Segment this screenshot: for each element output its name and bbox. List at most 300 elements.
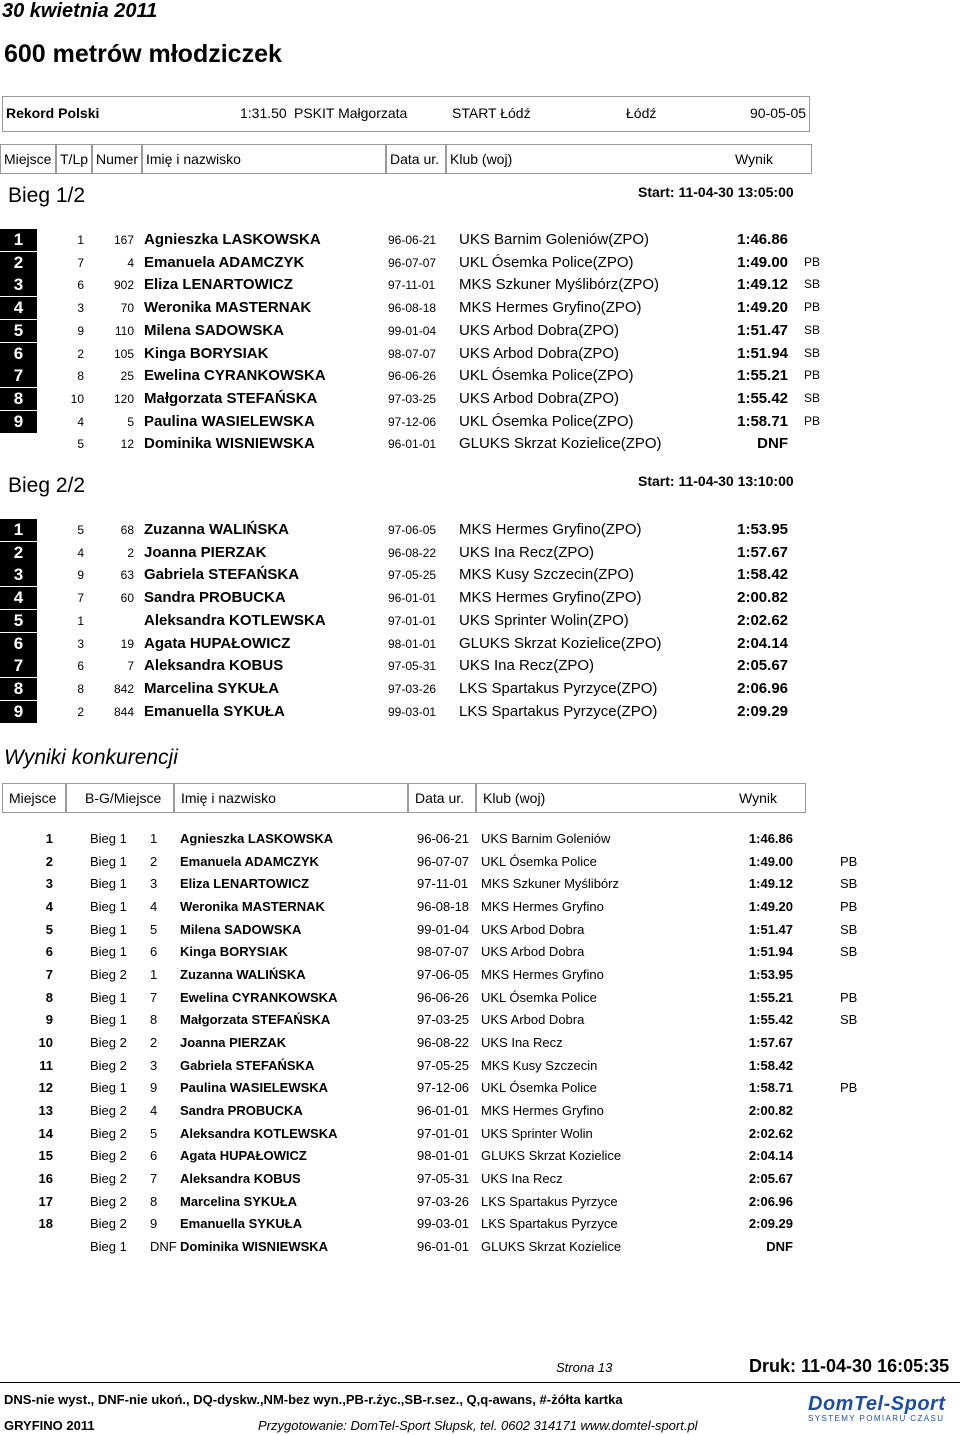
athlete-name: Weronika MASTERNAK [180, 899, 325, 914]
place-badge: 2 [0, 542, 37, 564]
result-time: 2:09.29 [737, 702, 788, 720]
club-name: UKS Ina Recz(ZPO) [459, 657, 595, 675]
place-badge: 9 [0, 411, 37, 433]
page-date: 30 kwietnia 2011 [2, 0, 158, 22]
club-name: MKS Hermes Gryfino(ZPO) [459, 521, 642, 538]
birth-date: 99-03-01 [388, 704, 437, 719]
heat-place: 2 [150, 1035, 158, 1051]
birth-date: 97-03-25 [417, 1012, 470, 1028]
table-row [0, 941, 960, 963]
record-tag: SB [840, 944, 858, 960]
athlete-name: Aleksandra KOBUS [144, 657, 284, 675]
ccol-club [476, 783, 806, 813]
result-time: 1:46.86 [737, 231, 788, 248]
heat-place: 8 [150, 1193, 158, 1209]
birth-date: 96-06-26 [417, 989, 470, 1005]
heat-place: 7 [150, 1171, 158, 1187]
result-time: 2:04.14 [748, 1148, 793, 1164]
birth-date: 96-07-07 [417, 853, 470, 869]
club-name: LKS Spartakus Pyrzyce [481, 1193, 618, 1209]
table-row [0, 1168, 960, 1190]
overall-place: 18 [38, 1216, 53, 1232]
birth-date: 97-06-05 [388, 523, 437, 537]
birth-date: 97-03-26 [417, 1193, 470, 1209]
club-name: MKS Hermes Gryfino(ZPO) [459, 299, 642, 317]
table-row [0, 851, 960, 873]
table-row [0, 964, 960, 986]
heat-place: DNF [150, 1239, 177, 1255]
lane: 5 [77, 437, 84, 452]
heat-place: 8 [150, 1012, 158, 1028]
venue-label: GRYFINO 2011 [4, 1418, 95, 1433]
heat-label: Bieg 2 [90, 1171, 127, 1187]
birth-date: 96-08-18 [388, 301, 437, 316]
birth-date: 97-06-05 [417, 967, 470, 983]
record-club: START Łódź [452, 105, 531, 121]
athlete-name: Dominika WISNIEWSKA [144, 435, 315, 453]
event-title: 600 metrów młodziczek [4, 40, 282, 68]
lane: 1 [77, 233, 84, 247]
club-name: MKS Kusy Szczecin [481, 1057, 598, 1073]
heat-place: 6 [150, 1148, 158, 1164]
table-row [0, 633, 820, 655]
bib-number: 120 [113, 391, 134, 406]
ccol-place: Miejsce [2, 783, 66, 813]
birth-date: 98-07-07 [388, 346, 437, 361]
col-name: Imię i nazwisko [142, 144, 386, 174]
bib-number: 105 [113, 346, 134, 361]
table-row [0, 919, 960, 941]
athlete-name: Joanna PIERZAK [144, 543, 267, 561]
heat-1-start: Start: 11-04-30 13:05:00 [638, 184, 794, 200]
athlete-name: Gabriela STEFAŃSKA [144, 566, 300, 584]
table-row [0, 1236, 960, 1258]
lane: 4 [77, 414, 84, 429]
heat-place: 9 [150, 1216, 158, 1232]
lane: 9 [77, 568, 84, 583]
record-tag: SB [804, 345, 821, 360]
athlete-name: Agata HUPAŁOWICZ [144, 634, 291, 652]
lane: 10 [70, 391, 84, 406]
athlete-name: Marcelina SYKUŁA [180, 1193, 298, 1209]
club-name: UKS Arbod Dobra(ZPO) [459, 389, 620, 407]
page-number: Strona 13 [556, 1360, 613, 1375]
overall-place: 12 [38, 1080, 53, 1096]
result-time: 2:09.29 [748, 1216, 793, 1232]
athlete-name: Agnieszka LASKOWSKA [180, 831, 334, 846]
birth-date: 97-05-25 [417, 1057, 470, 1073]
place-badge: 4 [0, 297, 37, 319]
heat-label: Bieg 2 [90, 1035, 127, 1051]
table-row [0, 519, 820, 541]
athlete-name: Sandra PROBUCKA [144, 589, 286, 607]
birth-date: 99-03-01 [417, 1216, 470, 1232]
bib-number: 902 [113, 278, 134, 293]
heat-label: Bieg 2 [90, 1216, 127, 1232]
athlete-name: Paulina WASIELEWSKA [180, 1080, 329, 1096]
birth-date: 96-06-21 [417, 831, 470, 846]
overall-place: 17 [38, 1193, 53, 1209]
place-badge: 2 [0, 252, 37, 274]
athlete-name: Emanuela ADAMCZYK [180, 853, 319, 869]
result-time: 2:02.62 [737, 611, 788, 629]
heat-label: Bieg 2 [90, 1193, 127, 1209]
heat-place: 3 [150, 1057, 158, 1073]
birth-date: 98-01-01 [417, 1148, 470, 1164]
footer-divider [0, 1382, 960, 1383]
athlete-name: Sandra PROBUCKA [180, 1103, 303, 1119]
athlete-name: Zuzanna WALIŃSKA [180, 967, 306, 983]
col-club [446, 144, 812, 174]
result-time: 1:49.20 [737, 299, 788, 317]
place-badge: 4 [0, 587, 37, 609]
birth-date: 98-01-01 [388, 636, 437, 651]
overall-place: 15 [38, 1148, 53, 1164]
result-time: 1:58.71 [737, 412, 788, 430]
record-tag: PB [804, 254, 821, 269]
heat-place: 5 [150, 921, 158, 937]
birth-date: 97-01-01 [417, 1125, 470, 1141]
place-badge: 9 [0, 701, 37, 723]
athlete-name: Małgorzata STEFAŃSKA [180, 1012, 331, 1028]
place-badge: 6 [0, 343, 37, 365]
table-row [0, 365, 820, 387]
heat-place: 4 [150, 899, 158, 914]
heat-label: Bieg 1 [90, 831, 127, 846]
overall-place: 8 [45, 989, 53, 1005]
birth-date: 97-11-01 [388, 278, 436, 293]
result-time: 1:57.67 [737, 543, 788, 561]
birth-date: 96-06-21 [388, 233, 437, 247]
result-time: 1:53.95 [737, 521, 788, 538]
heat-label: Bieg 1 [90, 921, 127, 937]
club-name: GLUKS Skrzat Kozielice [481, 1239, 622, 1255]
table-row [0, 274, 820, 296]
heat-place: 9 [150, 1080, 158, 1096]
result-time: 1:49.12 [737, 276, 788, 294]
club-name: MKS Szkuner Myślibórz(ZPO) [459, 276, 660, 294]
club-name: UKS Sprinter Wolin(ZPO) [459, 611, 629, 629]
birth-date: 96-01-01 [388, 437, 437, 452]
club-name: LKS Spartakus Pyrzyce(ZPO) [459, 679, 658, 697]
table-row [0, 1077, 960, 1099]
place-badge: 7 [0, 655, 37, 677]
table-row [0, 343, 820, 365]
col-result: Wynik [735, 151, 773, 167]
club-name: MKS Hermes Gryfino(ZPO) [459, 589, 642, 607]
club-name: LKS Spartakus Pyrzyce [481, 1216, 618, 1232]
heat-place: 2 [150, 853, 158, 869]
place-badge: 3 [0, 274, 37, 296]
athlete-name: Aleksandra KOTLEWSKA [144, 611, 326, 629]
club-name: UKS Arbod Dobra [481, 921, 585, 937]
result-time: 1:51.47 [748, 921, 793, 937]
table-row [0, 655, 820, 677]
result-time: DNF [757, 435, 788, 453]
result-time: 2:06.96 [737, 679, 788, 697]
heat-label: Bieg 1 [90, 899, 127, 914]
table-row [0, 701, 820, 723]
ccol-heat-place: B-G/Miejsce [66, 783, 174, 813]
record-tag: PB [804, 300, 821, 315]
heat-label: Bieg 1 [90, 853, 127, 869]
heat-place: 4 [150, 1103, 158, 1119]
result-time: 1:55.42 [737, 389, 788, 407]
table-row [0, 1032, 960, 1054]
club-name: MKS Hermes Gryfino [481, 899, 604, 914]
heat-label: Bieg 1 [90, 1012, 127, 1028]
place-badge: 6 [0, 633, 37, 655]
overall-place: 14 [38, 1125, 53, 1141]
competition-title: Wyniki konkurencji [4, 746, 178, 769]
birth-date: 97-03-26 [388, 681, 437, 696]
result-time: 1:53.95 [748, 967, 793, 983]
record-tag: SB [804, 277, 821, 292]
club-name: MKS Hermes Gryfino [481, 967, 604, 983]
table-row [0, 1100, 960, 1122]
record-date: 90-05-05 [750, 105, 807, 121]
club-name: MKS Szkuner Myślibórz [481, 876, 619, 892]
club-name: UKL Ósemka Police(ZPO) [459, 367, 634, 385]
place-badge: 8 [0, 678, 37, 700]
logo-wordmark: DomTel-Sport [808, 1393, 946, 1415]
record-holder: PSKIT Małgorzata [294, 105, 408, 121]
table-row [0, 320, 820, 342]
birth-date: 97-05-25 [388, 568, 437, 583]
ccol-dob: Data ur. [408, 783, 476, 813]
athlete-name: Ewelina CYRANKOWSKA [144, 367, 326, 385]
ccol-club-label: Klub (woj) [483, 790, 546, 806]
club-name: UKS Ina Recz [481, 1171, 563, 1187]
lane: 3 [77, 636, 84, 651]
overall-place: 7 [45, 967, 53, 983]
birth-date: 97-05-31 [417, 1171, 470, 1187]
lane: 2 [77, 346, 84, 361]
record-tag: SB [804, 390, 821, 405]
athlete-name: Marcelina SYKUŁA [144, 679, 280, 697]
heat-label: Bieg 1 [90, 944, 127, 960]
heat-2-title: Bieg 2/2 [8, 474, 86, 497]
record-tag: PB [840, 899, 858, 914]
club-name: GLUKS Skrzat Kozielice [481, 1148, 622, 1164]
club-name: LKS Spartakus Pyrzyce(ZPO) [459, 702, 658, 720]
athlete-name: Milena SADOWSKA [180, 921, 302, 937]
place-badge: 1 [0, 229, 37, 251]
table-row [0, 1145, 960, 1167]
lane: 8 [77, 369, 84, 384]
bib-number: 842 [113, 681, 134, 696]
heat-label: Bieg 1 [90, 989, 127, 1005]
club-name: MKS Hermes Gryfino [481, 1103, 604, 1119]
heat-place: 1 [150, 831, 158, 846]
result-time: 1:46.86 [748, 831, 793, 846]
club-name: UKS Arbod Dobra(ZPO) [459, 344, 620, 362]
overall-place: 9 [45, 1012, 53, 1028]
club-name: UKS Ina Recz(ZPO) [459, 543, 595, 561]
overall-place: 5 [45, 921, 53, 937]
heat-1-title: Bieg 1/2 [8, 184, 86, 207]
lane: 9 [77, 323, 84, 338]
lane: 6 [77, 659, 84, 674]
heat-place: 3 [150, 876, 158, 892]
table-row [0, 610, 820, 632]
result-time: 1:57.67 [748, 1035, 793, 1051]
result-time: 2:04.14 [737, 634, 788, 652]
table-row [0, 433, 820, 455]
ccol-name: Imię i nazwisko [174, 783, 408, 813]
bib-number: 70 [120, 301, 134, 316]
athlete-name: Gabriela STEFAŃSKA [180, 1057, 315, 1073]
bib-number: 110 [114, 323, 134, 338]
table-row [0, 252, 820, 274]
lane: 5 [77, 523, 84, 537]
heat-label: Bieg 2 [90, 1148, 127, 1164]
result-time: 1:49.12 [748, 876, 793, 892]
bib-number: 844 [113, 704, 134, 719]
record-tag: PB [840, 989, 858, 1005]
logo-tagline: SYSTEMY POMIARU CZASU [808, 1414, 945, 1423]
place-badge: 8 [0, 388, 37, 410]
result-time: 2:02.62 [748, 1125, 793, 1141]
heat-label: Bieg 1 [90, 1239, 127, 1255]
athlete-name: Aleksandra KOBUS [180, 1171, 301, 1187]
place-badge: 3 [0, 564, 37, 586]
birth-date: 97-12-06 [417, 1080, 470, 1096]
record-tag: PB [840, 1080, 858, 1096]
athlete-name: Joanna PIERZAK [180, 1035, 287, 1051]
athlete-name: Emanuella SYKUŁA [180, 1216, 303, 1232]
col-lane: T/Lp [56, 144, 92, 174]
club-name: UKL Ósemka Police(ZPO) [459, 253, 634, 271]
athlete-name: Emanuela ADAMCZYK [144, 253, 305, 271]
club-name: UKS Sprinter Wolin [481, 1125, 593, 1141]
domtel-sport-logo [808, 1393, 948, 1425]
heat-label: Bieg 2 [90, 967, 127, 983]
heat-label: Bieg 1 [90, 876, 127, 892]
athlete-name: Aleksandra KOTLEWSKA [180, 1125, 338, 1141]
heat-place: 5 [150, 1125, 158, 1141]
table-row [0, 678, 820, 700]
record-tag: SB [840, 921, 858, 937]
result-time: 1:55.42 [748, 1012, 793, 1028]
result-time: 1:51.94 [737, 344, 788, 362]
col-dob: Data ur. [386, 144, 446, 174]
birth-date: 96-01-01 [388, 591, 437, 606]
record-box [2, 96, 810, 132]
club-name: UKL Ósemka Police(ZPO) [459, 412, 634, 430]
club-name: UKS Barnim Goleniów(ZPO) [459, 231, 650, 248]
lane: 2 [77, 704, 84, 719]
club-name: UKS Arbod Dobra(ZPO) [459, 321, 620, 339]
club-name: UKS Arbod Dobra [481, 944, 585, 960]
overall-place: 1 [45, 831, 53, 846]
overall-place: 3 [45, 876, 53, 892]
bib-number: 5 [127, 414, 134, 429]
heat-label: Bieg 1 [90, 1080, 127, 1096]
table-row [0, 542, 820, 564]
club-name: UKL Ósemka Police [481, 853, 597, 869]
club-name: UKL Ósemka Police [481, 989, 597, 1005]
result-time: DNF [766, 1239, 793, 1255]
heat-place: 7 [150, 989, 158, 1005]
athlete-name: Kinga BORYSIAK [144, 344, 269, 362]
table-row [0, 564, 820, 586]
print-timestamp: Druk: 11-04-30 16:05:35 [749, 1356, 950, 1376]
heat-label: Bieg 2 [90, 1103, 127, 1119]
result-time: 1:58.42 [748, 1057, 793, 1073]
heat-2-start: Start: 11-04-30 13:10:00 [638, 473, 794, 489]
birth-date: 99-01-04 [417, 921, 470, 937]
heat-place: 6 [150, 944, 158, 960]
overall-place: 2 [45, 853, 53, 869]
place-badge: 1 [0, 519, 37, 541]
athlete-name: Agata HUPAŁOWICZ [180, 1148, 307, 1164]
result-time: 1:51.94 [748, 944, 793, 960]
result-time: 2:05.67 [737, 657, 788, 675]
birth-date: 97-03-25 [388, 391, 437, 406]
table-row [0, 297, 820, 319]
lane: 7 [77, 591, 84, 606]
record-city: Łódź [626, 105, 657, 121]
overall-place: 10 [38, 1035, 53, 1051]
lane: 6 [77, 278, 84, 293]
results-table-header [0, 144, 812, 174]
bib-number: 12 [120, 437, 134, 452]
lane: 1 [77, 613, 84, 628]
record-tag: SB [840, 876, 858, 892]
competition-table-header [2, 783, 806, 813]
record-tag: SB [804, 322, 821, 337]
birth-date: 96-01-01 [417, 1239, 470, 1255]
heat-place: 1 [150, 967, 158, 983]
ccol-result: Wynik [739, 790, 777, 806]
athlete-name: Dominika WISNIEWSKA [180, 1239, 329, 1255]
table-row [0, 896, 960, 918]
table-row [0, 828, 960, 850]
table-row [0, 1213, 960, 1235]
club-name: UKL Ósemka Police [481, 1080, 597, 1096]
bib-number: 7 [127, 659, 134, 674]
athlete-name: Małgorzata STEFAŃSKA [144, 389, 318, 407]
athlete-name: Ewelina CYRANKOWSKA [180, 989, 338, 1005]
table-row [0, 1123, 960, 1145]
athlete-name: Eliza LENARTOWICZ [144, 276, 293, 294]
birth-date: 96-08-18 [417, 899, 470, 914]
place-badge: 5 [0, 320, 37, 342]
birth-date: 96-08-22 [417, 1035, 470, 1051]
athlete-name: Kinga BORYSIAK [180, 944, 288, 960]
athlete-name: Weronika MASTERNAK [144, 299, 312, 317]
lane: 8 [77, 681, 84, 696]
athlete-name: Emanuella SYKUŁA [144, 702, 285, 720]
athlete-name: Eliza LENARTOWICZ [180, 876, 310, 892]
athlete-name: Agnieszka LASKOWSKA [144, 231, 321, 248]
overall-place: 4 [45, 899, 53, 914]
col-number: Numer [92, 144, 142, 174]
table-row [0, 587, 820, 609]
bib-number: 68 [120, 523, 134, 537]
result-time: 1:58.42 [737, 566, 788, 584]
record-tag: PB [804, 413, 821, 428]
bib-number: 25 [120, 369, 134, 384]
club-name: MKS Kusy Szczecin(ZPO) [459, 566, 635, 584]
birth-date: 97-11-01 [417, 876, 469, 892]
prepared-by: Przygotowanie: DomTel-Sport Słupsk, tel. 0602 314171 www.domtel-sport.pl [258, 1418, 698, 1433]
record-tag: SB [840, 1012, 858, 1028]
table-row [0, 229, 820, 251]
result-time: 2:00.82 [748, 1103, 793, 1119]
place-badge: 7 [0, 365, 37, 387]
